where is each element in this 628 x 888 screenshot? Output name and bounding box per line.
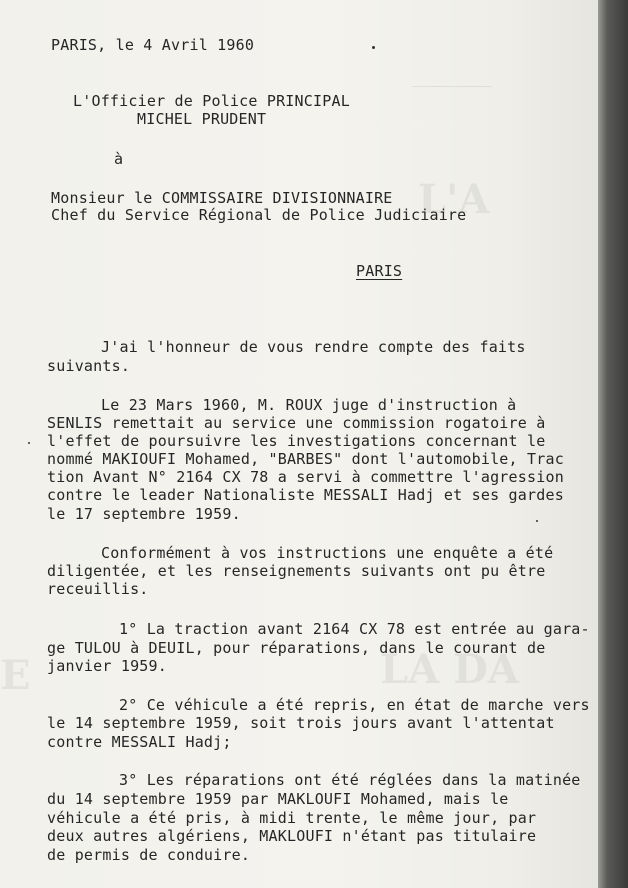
recipient-title: Monsieur le COMMISSAIRE DIVISIONNAIRE [51,189,393,207]
paper-speck [28,442,30,444]
to-word: à [114,150,124,168]
paragraph-line: 2° Ce véhicule a été repris, en état de marche vers [119,696,590,714]
paragraph-line: contre MESSALI Hadj; [47,733,232,751]
date-line: PARIS, le 4 Avril 1960 [51,36,255,54]
bleed-through-mark: L'A [418,176,490,223]
paragraph-line: le 17 septembre 1959. [47,505,241,523]
paragraph-line: nommé MAKIOUFI Mohamed, "BARBES" dont l'automobile, Trac [47,450,564,468]
paragraph-line: le 14 septembre 1959, soit trois jours avant l'attentat [47,714,555,732]
paper-speck [372,46,375,49]
paragraph-line: janvier 1959. [47,657,167,675]
bleed-through-mark: ——————————— [412,79,492,93]
bleed-through-mark: E [0,652,31,699]
paragraph-line: 3° Les réparations ont été réglées dans la matinée [119,771,581,789]
paragraph-line: du 14 septembre 1959 par MAKLOUFI Mohamed, mais le [47,790,509,808]
scan-edge-shadow [598,0,628,888]
paragraph-line: receuillis. [47,580,149,598]
paragraph-line: Le 23 Mars 1960, M. ROUX juge d'instruction à [101,396,517,414]
paragraph-line: tion Avant N° 2164 CX 78 a servi à commettre l'agression [47,468,564,486]
sender-title: L'Officier de Police PRINCIPAL [73,92,350,110]
paragraph-line: J'ai l'honneur de vous rendre compte des faits [101,338,526,356]
paragraph-line: ge TULOU à DEUIL, pour réparations, dans le courant de [47,639,546,657]
bleed-through-mark: LA DA [380,646,519,693]
paragraph-line: diligentée, et les renseignements suivants ont pu être [47,562,546,580]
paragraph-line: véhicule a été pris, à midi trente, le même jour, par [47,809,537,827]
paragraph-line: suivants. [47,357,131,375]
paragraph-line: l'effet de poursuivre les investigations concernant le [47,432,546,450]
paragraph-line: 1° La traction avant 2164 CX 78 est entrée au gara- [119,620,590,638]
paragraph-line: deux autres algériens, MAKLOUFI n'étant pas titulaire [47,827,537,845]
paragraph-line: Conformément à vos instructions une enquête a été [101,544,554,562]
paragraph-line: de permis de conduire. [47,846,251,864]
paper-speck [536,520,538,522]
paragraph-line: SENLIS remettait au service une commission rogatoire à [47,414,546,432]
sender-name: MICHEL PRUDENT [137,110,267,128]
destination-city: PARIS [356,262,403,280]
paragraph-line: contre le leader Nationaliste MESSALI Hadj et ses gardes [47,486,564,504]
recipient-service: Chef du Service Régional de Police Judiciaire [51,206,467,224]
